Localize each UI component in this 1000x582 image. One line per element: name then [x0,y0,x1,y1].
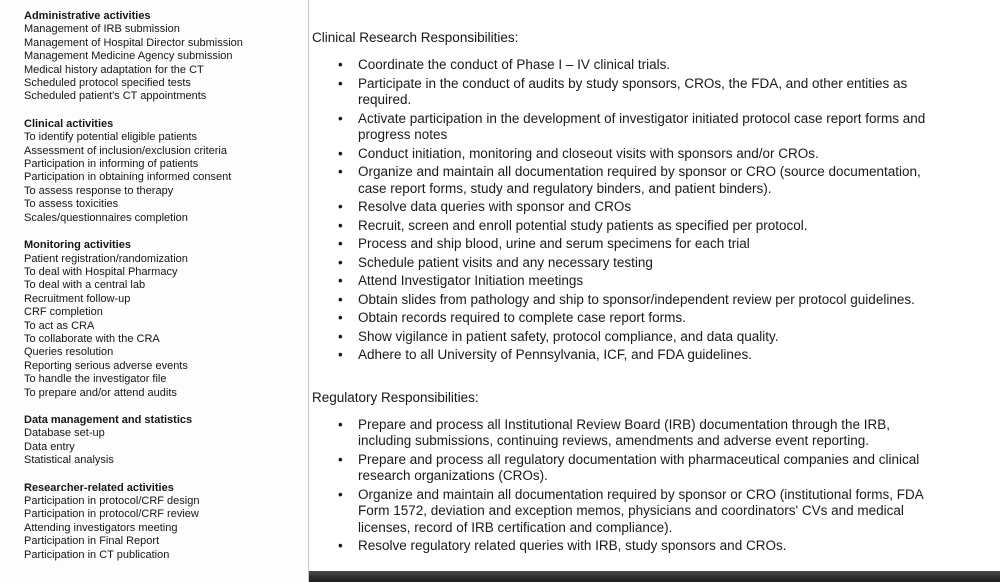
activity-section [24,10,304,104]
activity-item: Management Medicine Agency submission [24,50,233,63]
document-page [310,0,1000,571]
doc-bullet-list [312,57,942,364]
activity-section-title: Researcher-related activities [24,481,174,494]
activity-item: Participation in protocol/CRF design [24,495,200,507]
activity-item: To deal with Hospital Pharmacy [24,265,178,278]
doc-bullet-item: • Coordinate the conduct of Phase I – IV clinical trials. [312,57,942,74]
doc-bullet-item: • Show vigilance in patient safety, protocol compliance, and data quality. [312,329,942,346]
doc-bullet-item: • Organize and maintain all documentation required by sponsor or CRO (source documentation, case report forms, study and regulatory binders, and patient binders). [312,164,942,197]
activity-item: Database set-up [24,427,105,440]
activity-item: Patient registration/randomization [24,252,188,265]
doc-bullet-item: • Organize and maintain all documentation required by sponsor or CRO (institutional forms, FDA Form 1572, deviation and exception memos, physicians and coordinators' CVs and medical licenses, record of IRB certification and compliance). [312,487,942,537]
activity-item: Recruitment follow-up [24,292,131,305]
activity-section [24,482,304,562]
page-edge-bar [309,571,1000,582]
activity-item: To prepare and/or attend audits [24,386,177,399]
doc-bullet-item: • Resolve data queries with sponsor and CROs [312,199,942,216]
doc-bullet-item: • Recruit, screen and enroll potential study patients as specified per protocol. [312,218,942,235]
doc-bullet-item: • Process and ship blood, urine and serum specimens for each trial [312,236,942,253]
activity-item: Scheduled patient's CT appointments [24,90,207,103]
activity-item: Management of Hospital Director submission [24,36,243,49]
activities-panel [24,10,304,576]
doc-bullet-item: • Prepare and process all Institutional Review Board (IRB) documentation through the IRB, including submissions, continuing reviews, amendments and adverse event reporting. [312,417,942,450]
activity-item: To handle the investigator file [24,373,167,386]
doc-bullet-item: • Obtain records required to complete case report forms. [312,310,942,327]
activity-item: Reporting serious adverse events [24,359,188,372]
activity-item: To deal with a central lab [24,279,146,292]
activity-item: To assess toxicities [24,198,119,211]
activity-item: To identify potential eligible patients [24,131,198,144]
activity-item: Management of IRB submission [24,23,180,36]
activity-item: Scales/questionnaires completion [24,211,188,224]
activity-item: Statistical analysis [24,454,114,467]
activity-item: Participation in CT publication [24,548,170,561]
column-divider [308,0,309,582]
activity-section-title: Data management and statistics [24,413,193,426]
activity-section-title: Monitoring activities [24,239,131,252]
activity-item: Data entry [24,440,75,453]
activity-section-title: Clinical activities [24,117,114,130]
doc-bullet-item: • Prepare and process all regulatory documentation with pharmaceutical companies and clinical research organizations (CROs). [312,452,942,485]
activity-item: Scheduled protocol specified tests [24,77,191,90]
activity-item: Attending investigators meeting [24,521,178,534]
activity-section [24,118,304,225]
doc-section-heading: Regulatory Responsibilities: [312,389,479,405]
activity-item: Assessment of inclusion/exclusion criteria [24,144,227,157]
doc-bullet-item: • Obtain slides from pathology and ship to sponsor/independent review per protocol guidelines. [312,292,942,309]
activity-item: Queries resolution [24,346,114,359]
doc-bullet-item: • Adhere to all University of Pennsylvania, ICF, and FDA guidelines. [312,347,942,364]
activity-section-title: Administrative activities [24,10,151,22]
activity-item: Participation in Final Report [24,535,160,548]
doc-bullet-list [312,417,942,555]
activity-item: Medical history adaptation for the CT [24,63,204,76]
doc-bullet-item: • Participate in the conduct of audits by study sponsors, CROs, the FDA, and other entities as required. [312,76,942,109]
activity-item: To assess response to therapy [24,184,174,197]
activity-item: Participation in obtaining informed consent [24,171,232,184]
activity-section [24,239,304,400]
doc-bullet-item: • Attend Investigator Initiation meetings [312,273,942,290]
doc-bullet-item: • Resolve regulatory related queries with IRB, study sponsors and CROs. [312,538,942,555]
activity-item: To collaborate with the CRA [24,332,160,345]
doc-bullet-item: • Conduct initiation, monitoring and closeout visits with sponsors and/or CROs. [312,146,942,163]
activity-item: Participation in protocol/CRF review [24,508,199,521]
doc-bullet-item: • Activate participation in the development of investigator initiated protocol case report forms and progress notes [312,111,942,144]
activity-section [24,414,304,468]
activity-item: Participation in informing of patients [24,158,199,171]
doc-section-heading: Clinical Research Responsibilities: [312,30,519,45]
activity-item: To act as CRA [24,319,95,332]
activity-item: CRF completion [24,306,103,319]
doc-bullet-item: • Schedule patient visits and any necessary testing [312,255,942,272]
